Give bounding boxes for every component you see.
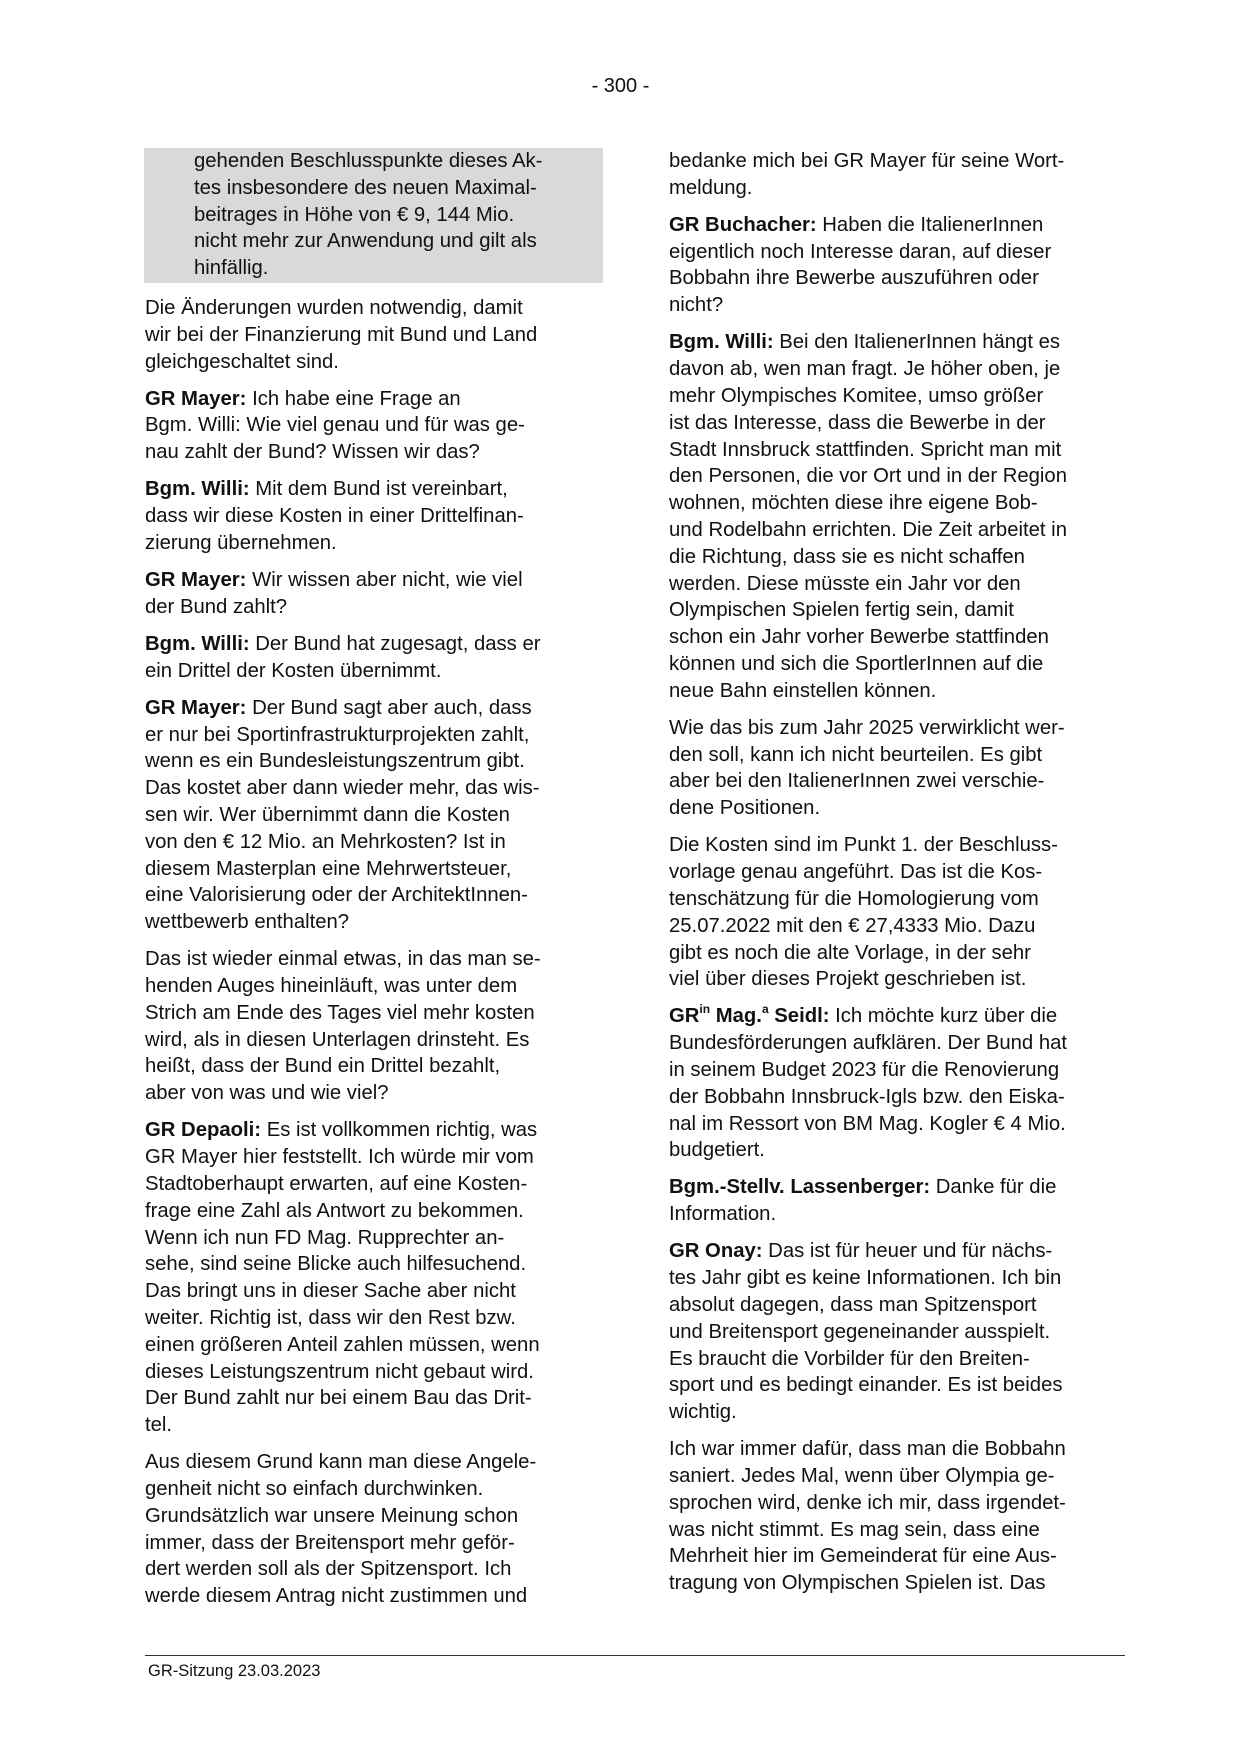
paragraph: bedanke mich bei GR Mayer für seine Wort- meldung. xyxy=(669,150,1065,199)
speaker-statement: GR Depaoli: Es ist vollkommen richtig, was GR Mayer hier feststellt. Ich würde mir vom Stadtoberhaupt erwarten, auf eine Kosten- frage eine Zahl als Antwort zu bekommen. Wenn ich nun FD Mag. Rupprechter an- sehe, sind seine Blicke auch hilfesuchend. Das bringt uns in dieser Sache aber nicht weiter. Richtig ist, dass wir den Rest bzw. einen größeren Anteil zahlen müssen, wenn dieses Leistungszentrum nicht gebaut wird. Der Bund zahlt nur bei einem Bau das Drit- tel. xyxy=(145,1119,540,1437)
speaker-statement: Bgm. Willi: Bei den ItalienerInnen hängt es davon ab, wen man fragt. Je höher oben, je mehr Olympisches Komitee, umso größer ist das Interesse, dass die Bewerbe in der Stadt Innsbruck stattfinden. Spricht man mit den Personen, die vor Ort und in der Region wohnen, möchten diese ihre eigene Bob- und Rodelbahn errichten. Die Zeit arbeitet in die Richtung, dass sie es nicht schaffen werden. Diese müsste ein Jahr vor den Olympischen Spielen fertig sein, damit schon ein Jahr vorher Bewerbe stattfinden können und sich die SportlerInnen auf die neue Bahn einstellen können. xyxy=(669,331,1067,702)
speaker-statement: GR Mayer: Ich habe eine Frage an Bgm. Willi: Wie viel genau und für was ge- nau zahlt der Bund? Wissen wir das? xyxy=(145,387,525,464)
speaker-name: Bgm. Willi: xyxy=(669,331,774,354)
shaded-line: nicht mehr zur Anwendung und gilt als xyxy=(194,230,537,253)
shaded-line: hinfällig. xyxy=(194,257,269,280)
speaker-statement: Bgm.-Stellv. Lassenberger: Danke für die Information. xyxy=(669,1176,1057,1226)
left-column xyxy=(145,148,603,1620)
paragraph: Die Änderungen wurden notwendig, damit wir bei der Finanzierung mit Bund und Land gleichgeschaltet sind. xyxy=(145,296,538,373)
shaded-quote-block xyxy=(144,148,603,283)
speaker-statement: Bgm. Willi: Der Bund hat zugesagt, dass er ein Drittel der Kosten übernimmt. xyxy=(145,632,541,682)
speaker-name: GR Buchacher: xyxy=(669,213,817,236)
speaker-statement: Bgm. Willi: Mit dem Bund ist vereinbart, dass wir diese Kosten in einer Drittelfinan- zierung übernehmen. xyxy=(145,478,524,554)
footer-session-date: GR-Sitzung 23.03.2023 xyxy=(148,1662,321,1680)
speaker-statement: GR Buchacher: Haben die ItalienerInnen eigentlich noch Interesse daran, auf dieser Bobbahn ihre Bewerbe auszuführen oder nicht? xyxy=(669,213,1052,317)
speaker-name: Bgm. Willi: xyxy=(145,478,250,501)
speaker-name: GR Mayer: xyxy=(145,696,247,719)
shaded-line: beitrages in Höhe von € 9, 144 Mio. xyxy=(194,203,515,226)
speaker-name: GR Onay: xyxy=(669,1240,763,1263)
speaker-name: GR Mayer: xyxy=(145,387,247,410)
paragraph: Aus diesem Grund kann man diese Angele- genheit nicht so einfach durchwinken. Grundsätzlich war unsere Meinung schon immer, dass der Breitensport mehr geför- dert werden soll als der Spitzensport. Ich werde diesem Antrag nicht zustimmen und xyxy=(145,1451,537,1608)
speaker-name: $GR^{in}$ Mag.$^a$ Seidl: xyxy=(669,1001,830,1028)
speaker-statement: GR Mayer: Der Bund sagt aber auch, dass er nur bei Sportinfrastrukturprojekten zahlt, wenn es ein Bundesleistungszentrum gibt. Das kostet aber dann wieder mehr, das wis- sen wir. Wer übernimmt dann die Kosten von den € 12 Mio. an Mehrkosten? Ist in diesem Masterplan eine Mehrwertsteuer, eine Valorisierung oder der ArchitektInnen- wettbewerb enthalten? xyxy=(145,696,540,934)
footer-divider xyxy=(145,1655,1125,1656)
paragraph: Ich war immer dafür, dass man die Bobbahn saniert. Jedes Mal, wenn über Olympia ge- sprochen wird, denke ich mir, dass irgendet- was nicht stimmt. Es mag sein, dass eine Mehrheit hier im Gemeinderat für eine Aus- tragung von Olympischen Spielen ist. Das xyxy=(669,1438,1066,1595)
shaded-line: tes insbesondere des neuen Maximal- xyxy=(194,176,537,199)
speaker-name: GR Mayer: xyxy=(145,569,247,592)
speaker-statement: GR Onay: Das ist für heuer und für nächs- tes Jahr gibt es keine Informationen. Ich bin absolut dagegen, dass man Spitzensport und Breitensport gegeneinander ausspielt. Es braucht die Vorbilder für den Breiten- sport und es bedingt einander. Es ist beides wichtig. xyxy=(669,1240,1063,1424)
speaker-name: Bgm. Willi: xyxy=(145,632,250,655)
paragraph: Wie das bis zum Jahr 2025 verwirklicht wer- den soll, kann ich nicht beurteilen. Es gibt aber bei den ItalienerInnen zwei verschie- dene Positionen. xyxy=(669,716,1065,820)
speaker-name: Bgm.-Stellv. Lassenberger: xyxy=(669,1176,931,1199)
speaker-statement: $GR^{in}$ Mag.$^a$ Seidl: Ich möchte kurz über die Bundesförderungen aufklären. Der Bund hat in seinem Budget 2023 für die Renovierung der Bobbahn Innsbruck-Igls bzw. den Eiska- nal im Ressort von BM Mag. Kogler € 4 Mio. budgetiert. xyxy=(669,1001,1068,1162)
shaded-line: gehenden Beschlusspunkte dieses Ak- xyxy=(194,150,543,172)
paragraph: Das ist wieder einmal etwas, in das man se- henden Auges hineinläuft, was unter dem Strich am Ende des Tages viel mehr kosten wird, als in diesen Unterlagen drinsteht. Es heißt, dass der Bund ein Drittel bezahlt, aber von was und wie viel? xyxy=(145,948,541,1105)
speaker-name: GR Depaoli: xyxy=(145,1119,262,1142)
right-column xyxy=(669,148,1125,1607)
paragraph: Die Kosten sind im Punkt 1. der Beschluss- vorlage genau angeführt. Das ist die Kos- tenschätzung für die Homologierung vom 25.07.2022 mit den € 27,4333 Mio. Dazu gibt es noch die alte Vorlage, in der sehr viel über dieses Projekt geschrieben ist. xyxy=(669,834,1058,991)
page-number: - 300 - xyxy=(591,75,650,97)
speaker-statement: GR Mayer: Wir wissen aber nicht, wie viel der Bund zahlt? xyxy=(145,569,523,618)
